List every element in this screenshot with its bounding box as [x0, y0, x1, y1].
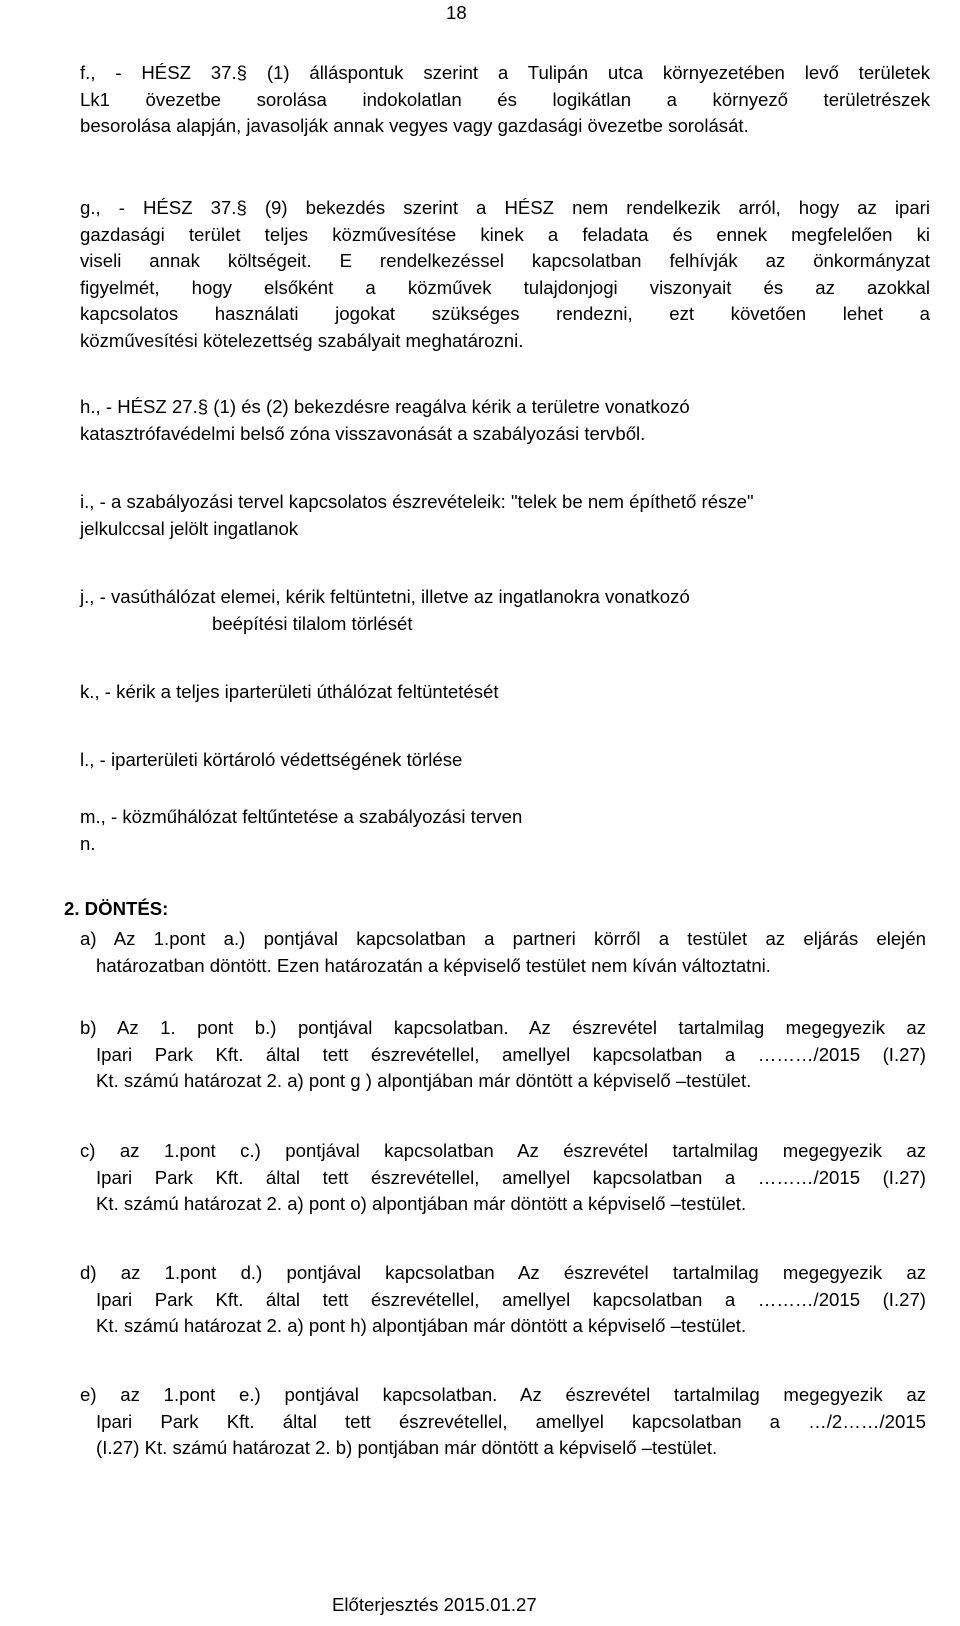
item-m-line-1: m., - közműhálózat feltűntetése a szabályozási terven — [80, 806, 523, 827]
item-f-line-1: f., - HÉSZ 37.§ (1) álláspontuk szerint a Tulipán utca környezetében levő területek — [80, 62, 930, 83]
decision-b-line-3: Kt. számú határozat 2. a) pont g ) alpontjában már döntött a képviselő –testület. — [96, 1070, 752, 1091]
item-h-line-2: katasztrófavédelmi belső zóna visszavonását a szabályozási tervből. — [80, 422, 646, 444]
decision-b-line-2: Ipari Park Kft. által tett észrevétellel, amellyel kapcsolatban a ………/2015 (I.27) — [96, 1043, 926, 1065]
item-i-line-2: jelkulccsal jelölt ingatlanok — [80, 517, 299, 539]
decision-c-line-2: Ipari Park Kft. által tett észrevétellel, amellyel kapcsolatban a ………/2015 (I.27) — [96, 1166, 926, 1188]
item-g-line-3: viseli annak költségeit. E rendelkezéssel kapcsolatban felhívják az önkormányzat — [80, 250, 930, 271]
decision-a-line-2: határozatban döntött. Ezen határozatán a képviselő testület nem kíván változtatni. — [96, 954, 771, 976]
decision-c-line-1: c) az 1.pont c.) pontjával kapcsolatban Az észrevétel tartalmilag megegyezik az — [80, 1140, 926, 1161]
item-l-line-1: l., - iparterületi körtároló védettségének törlése — [80, 749, 463, 770]
decision-e-line-3: (I.27) Kt. számú határozat 2. b) pontjában már döntött a képviselő –testület. — [96, 1437, 718, 1458]
decision-d-line-2: Ipari Park Kft. által tett észrevétellel, amellyel kapcsolatban a ………/2015 (I.27) — [96, 1288, 926, 1310]
decision-e — [80, 1382, 926, 1462]
decision-c-line-3: Kt. számú határozat 2. a) pont o) alpontjában már döntött a képviselő –testület. — [96, 1193, 747, 1214]
decision-d — [80, 1260, 926, 1340]
decision-heading: 2. DÖNTÉS: — [64, 898, 169, 919]
decision-b-line-1: b) Az 1. pont b.) pontjával kapcsolatban. Az észrevétel tartalmilag megegyezik az — [80, 1017, 926, 1038]
page-number: 18 — [446, 2, 467, 23]
item-l — [80, 747, 930, 774]
footer: Előterjesztés 2015.01.27 — [332, 1594, 537, 1615]
item-g-line-4: figyelmét, hogy elsőként a közművek tulajdonjogi viszonyait és az azokkal — [80, 276, 930, 298]
item-i-line-1: i., - a szabályozási tervel kapcsolatos észrevételeik: "telek be nem építhető része" — [80, 491, 754, 512]
item-j-line-1: j., - vasúthálózat elemei, kérik feltüntetni, illetve az ingatlanokra vonatkozó — [80, 586, 690, 607]
decision-d-line-3: Kt. számú határozat 2. a) pont h) alpontjában már döntött a képviselő –testület. — [96, 1315, 747, 1336]
item-h-line-1: h., - HÉSZ 27.§ (1) és (2) bekezdésre reagálva kérik a területre vonatkozó — [80, 396, 690, 417]
decision-a — [80, 926, 926, 979]
item-g-line-5: kapcsolatos használati jogokat szükséges rendezni, ezt követően lehet a — [80, 303, 930, 324]
decision-e-line-2: Ipari Park Kft. által tett észrevétellel, amellyel kapcsolatban a …/2……/2015 — [96, 1410, 926, 1432]
item-f — [80, 60, 930, 140]
item-k-line-1: k., - kérik a teljes iparterületi úthálózat feltüntetését — [80, 681, 499, 702]
item-k — [80, 679, 930, 706]
decision-d-line-1: d) az 1.pont d.) pontjával kapcsolatban Az észrevétel tartalmilag megegyezik az — [80, 1262, 926, 1283]
item-g-line-1: g., - HÉSZ 37.§ (9) bekezdés szerint a HÉSZ nem rendelkezik arról, hogy az ipari — [80, 197, 930, 218]
decision-c — [80, 1138, 926, 1218]
item-n-line: n. — [80, 832, 96, 854]
decision-a-line-1: a) Az 1.pont a.) pontjával kapcsolatban a partneri körről a testület az eljárás elején — [80, 928, 926, 949]
item-i — [80, 489, 930, 542]
item-m — [80, 804, 930, 857]
item-j — [80, 584, 930, 637]
decision-e-line-1: e) az 1.pont e.) pontjával kapcsolatban. Az észrevétel tartalmilag megegyezik az — [80, 1384, 926, 1405]
item-g — [80, 195, 930, 354]
item-h — [80, 394, 930, 447]
item-f-line-2: Lk1 övezetbe sorolása indokolatlan és logikátlan a környező területrészek — [80, 88, 930, 110]
decision-b — [80, 1015, 926, 1095]
item-g-line-6: közművesítési kötelezettség szabályait meghatározni. — [80, 329, 524, 351]
item-f-line-3: besorolása alapján, javasolják annak vegyes vagy gazdasági övezetbe sorolását. — [80, 115, 749, 136]
item-g-line-2: gazdasági terület teljes közművesítése kinek a feladata és ennek megfelelően ki — [80, 223, 930, 245]
item-j-line-2: beépítési tilalom törlését — [212, 612, 413, 634]
